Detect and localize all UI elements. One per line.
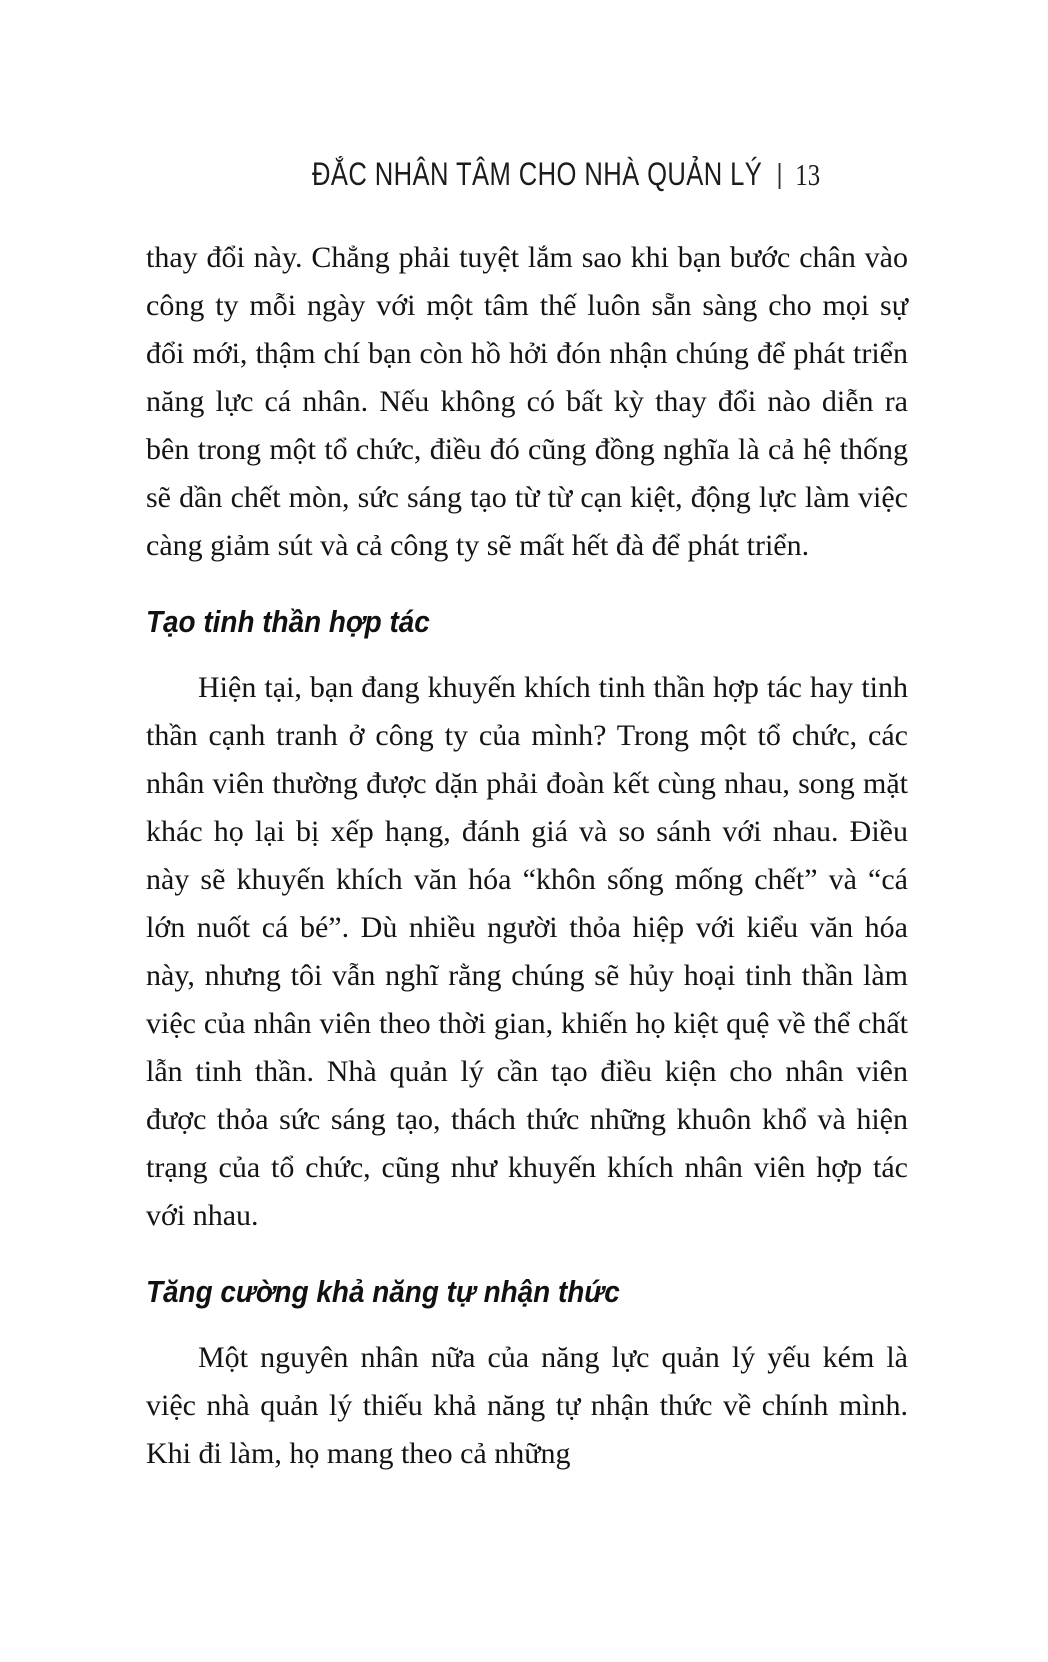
header-separator: | [776,158,783,189]
section-heading-self-awareness: Tăng cường khả năng tự nhận thức [146,1274,620,1309]
book-title: ĐẮC NHÂN TÂM CHO NHÀ QUẢN LÝ [311,156,763,192]
page-body [146,234,908,1478]
running-header [146,156,908,193]
running-header-inner [312,156,820,193]
paragraph-continuation: thay đổi này. Chẳng phải tuyệt lắm sao khi bạn bước chân vào công ty mỗi ngày với một tâm thế luôn sẵn sàng cho mọi sự đổi mới, thậm chí bạn còn hồ hởi đón nhận chúng để phát triển năng lực cá nhân. Nếu không có bất kỳ thay đổi nào diễn ra bên trong một tổ chức, điều đó cũng đồng nghĩa là cả hệ thống sẽ dần chết mòn, sức sáng tạo từ từ cạn kiệt, động lực làm việc càng giảm sút và cả công ty sẽ mất hết đà để phát triển. [146,241,908,562]
paragraph-self-awareness: Một nguyên nhân nữa của năng lực quản lý yếu kém là việc nhà quản lý thiếu khả năng tự nhận thức về chính mình. Khi đi làm, họ mang theo cả những [146,1341,908,1470]
paragraph-cooperation: Hiện tại, bạn đang khuyến khích tinh thần hợp tác hay tinh thần cạnh tranh ở công ty của mình? Trong một tổ chức, các nhân viên thường được dặn phải đoàn kết cùng nhau, song mặt khác họ lại bị xếp hạng, đánh giá và so sánh với nhau. Điều này sẽ khuyến khích văn hóa “khôn sống mống chết” và “cá lớn nuốt cá bé”. Dù nhiều người thỏa hiệp với kiểu văn hóa này, nhưng tôi vẫn nghĩ rằng chúng sẽ hủy hoại tinh thần làm việc của nhân viên theo thời gian, khiến họ kiệt quệ về thể chất lẫn tinh thần. Nhà quản lý cần tạo điều kiện cho nhân viên được thỏa sức sáng tạo, thách thức những khuôn khổ và hiện trạng của tổ chức, cũng như khuyến khích nhân viên hợp tác với nhau. [146,671,908,1232]
section-heading-cooperation: Tạo tinh thần hợp tác [146,604,430,639]
page-number: 13 [795,157,820,192]
